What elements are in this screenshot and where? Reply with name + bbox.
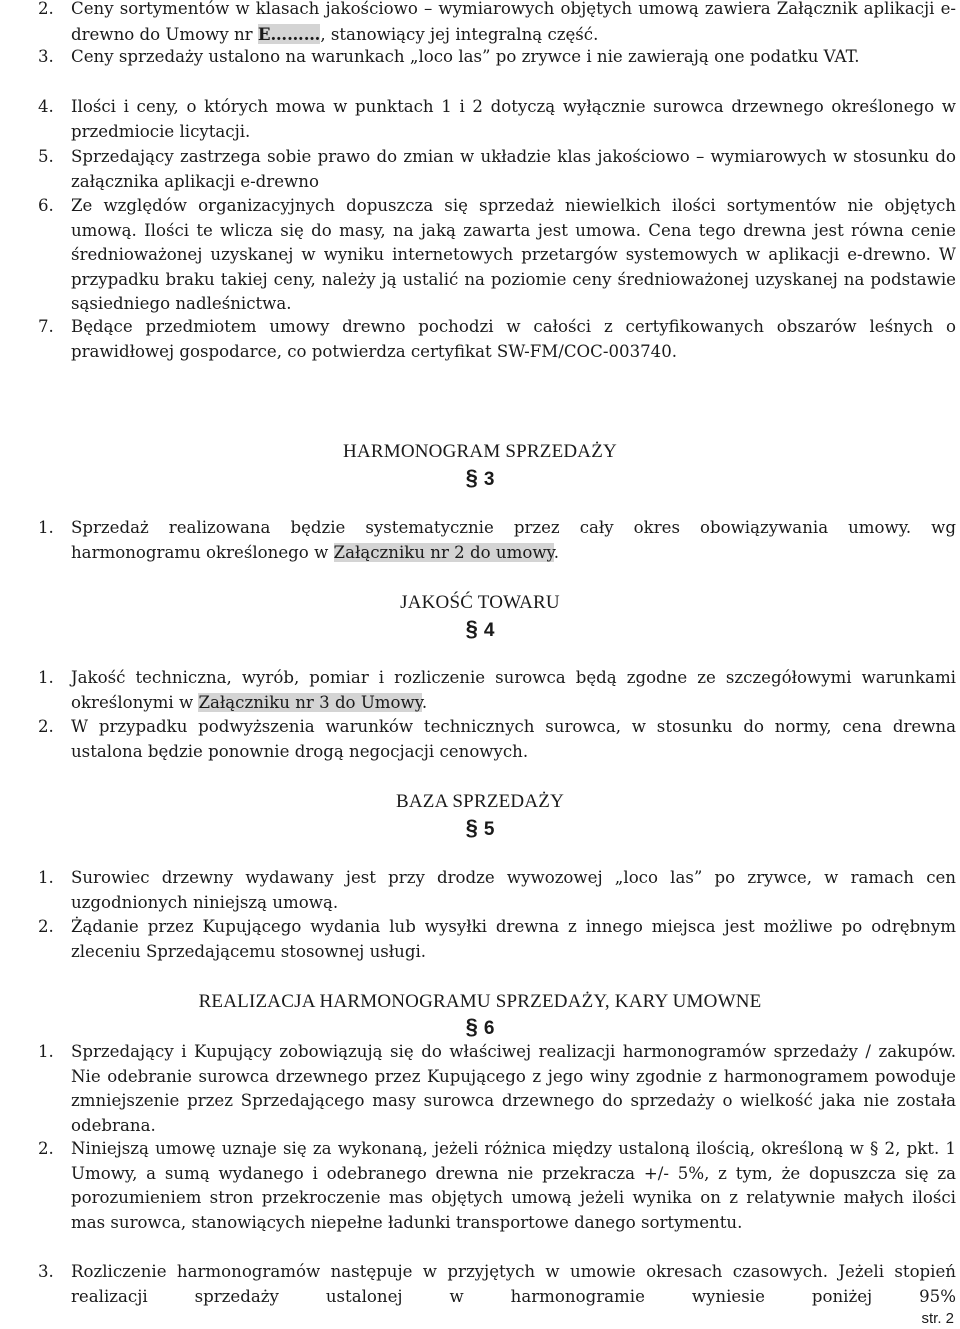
clause-3 <box>38 45 956 70</box>
clause-text: Sprzedający zastrzega sobie prawo do zmian w układzie klas jakościowo – wymiarowych w stosunku do załącznika aplikacji e-drewno <box>71 147 956 191</box>
clause-number: 1. <box>38 868 54 887</box>
clause-number: 1. <box>38 1042 54 1061</box>
s6-clause-3 <box>38 1260 956 1309</box>
heading-realizacja: REALIZACJA HARMONOGRAMU SPRZEDAŻY, KARY UMOWNE <box>198 991 762 1012</box>
clause-number: 5. <box>38 147 54 166</box>
section-4-marker: § 4 <box>465 616 495 641</box>
clause-5 <box>38 145 956 194</box>
clause-text: Ceny sprzedaży ustalono na warunkach „loco las” po zrywce i nie zawierają one podatku VAT. <box>71 47 860 66</box>
page-number: str. 2 <box>921 1310 954 1327</box>
clause-text: Niniejszą umowę uznaje się za wykonaną, jeżeli różnica między ustaloną ilością, określoną w § 2, pkt. 1 Umowy, a sumą wydanego i odebranego drewna nie przekracza +/- 5%, z tym, że dopuszcza się za porozumieniem stron przekroczenie mas objętych umową jeżeli wynika on z relatywnie małych ilości mas surowca, stanowiących niepełne ładunki transportowe danego sortymentu. <box>71 1139 956 1232</box>
clause-text: Sprzedaż realizowana będzie systematycznie przez cały okres obowiązywania umowy. wg harmonogramu określonego w Załączniku nr 2 do umowy. <box>71 518 956 562</box>
clause-text: Ceny sortymentów w klasach jakościowo – wymiarowych objętych umową zawiera Załącznik aplikacji e-drewno do Umowy nr E………, stanowiący jej integralną część. <box>71 0 956 44</box>
clause-2 <box>38 0 956 47</box>
paragraph-symbol: § <box>465 815 478 840</box>
clause-number: 1. <box>38 518 54 537</box>
heading-harmonogram: HARMONOGRAM SPRZEDAŻY <box>343 441 617 462</box>
clause-text: Ze względów organizacyjnych dopuszcza się sprzedaż niewielkich ilości sortymentów nie objętych umową. Ilości te wlicza się do masy, na jaką zawarta jest umowa. Cena tego drewna jest równa cenie średnioważonej uzyskanej w wyniku internetowych przetargów systemowych w aplikacji e-drewno. W przypadku braku takiej ceny, należy ją ustalić na poziomie ceny średnioważonej uzyskanej na podstawie sąsiedniego nadleśnictwa. <box>71 196 956 313</box>
heading-jakosc: JAKOŚĆ TOWARU <box>400 592 560 613</box>
paragraph-symbol: § <box>465 465 478 490</box>
clause-number: 2. <box>38 0 54 18</box>
clause-text: Surowiec drzewny wydawany jest przy drodze wywozowej „loco las” po zrywce, w ramach cen uzgodnionych niniejszą umową. <box>71 868 956 912</box>
clause-text: Jakość techniczna, wyrób, pomiar i rozliczenie surowca będą zgodne ze szczegółowymi warunkami określonymi w Załączniku nr 3 do Umowy. <box>71 668 956 712</box>
clause-text: W przypadku podwyższenia warunków technicznych surowca, w stosunku do normy, cena drewna ustalona będzie ponownie drogą negocjacji cenowych. <box>71 717 956 761</box>
appendix-reference: Załączniku nr 2 do umowy <box>333 542 554 562</box>
clause-number: 2. <box>38 1139 54 1158</box>
clause-number: 3. <box>38 47 54 66</box>
appendix-reference: Załączniku nr 3 do Umowy <box>198 692 422 712</box>
clause-text: Rozliczenie harmonogramów następuje w przyjętych w umowie okresach czasowych. Jeżeli stopień realizacji sprzedaży ustalonej w harmonogramie wyniesie poniżej 95% <box>71 1262 956 1306</box>
section-5-marker: § 5 <box>465 815 495 840</box>
clause-number: 1. <box>38 668 54 687</box>
clause-text: Ilości i ceny, o których mowa w punktach 1 i 2 dotyczą wyłącznie surowca drzewnego określonego w przedmiocie licytacji. <box>71 97 956 141</box>
s4-clause-1 <box>38 666 956 715</box>
clause-4 <box>38 95 956 144</box>
paragraph-symbol: § <box>465 616 478 641</box>
s5-clause-2 <box>38 915 956 964</box>
heading-baza: BAZA SPRZEDAŻY <box>395 791 564 812</box>
clause-number: 2. <box>38 917 54 936</box>
s3-clause-1 <box>38 516 956 565</box>
clause-number: 6. <box>38 196 54 215</box>
clause-text: Sprzedający i Kupujący zobowiązują się do właściwej realizacji harmonogramów sprzedaży / zakupów. Nie odebranie surowca drzewnego przez Kupującego z jego winy zgodnie z harmonogramem powoduje zmniejszenie przez Sprzedającego masy surowca drzewnego do sprzedaży o wielkość jaka nie została odebrana. <box>71 1042 956 1135</box>
clause-text: Będące przedmiotem umowy drewno pochodzi w całości z certyfikowanych obszarów leśnych o prawidłowej gospodarce, co potwierdza certyfikat SW-FM/COC-003740. <box>71 317 956 361</box>
s6-clause-1 <box>38 1040 956 1138</box>
s5-clause-1 <box>38 866 956 915</box>
paragraph-symbol: § <box>465 1014 478 1039</box>
clause-6 <box>38 194 956 317</box>
clause-7 <box>38 315 956 364</box>
clause-number: 2. <box>38 717 54 736</box>
clause-number: 4. <box>38 97 54 116</box>
clause-number: 3. <box>38 1262 54 1281</box>
clause-number: 7. <box>38 317 54 336</box>
s4-clause-2 <box>38 715 956 764</box>
section-3-marker: § 3 <box>465 465 495 490</box>
s6-clause-2 <box>38 1137 956 1235</box>
section-6-marker: § 6 <box>465 1014 495 1039</box>
contract-number-placeholder: E……… <box>257 23 321 44</box>
clause-text: Żądanie przez Kupującego wydania lub wysyłki drewna z innego miejsca jest możliwe po odrębnym zleceniu Sprzedającemu stosownej usługi. <box>71 917 956 961</box>
